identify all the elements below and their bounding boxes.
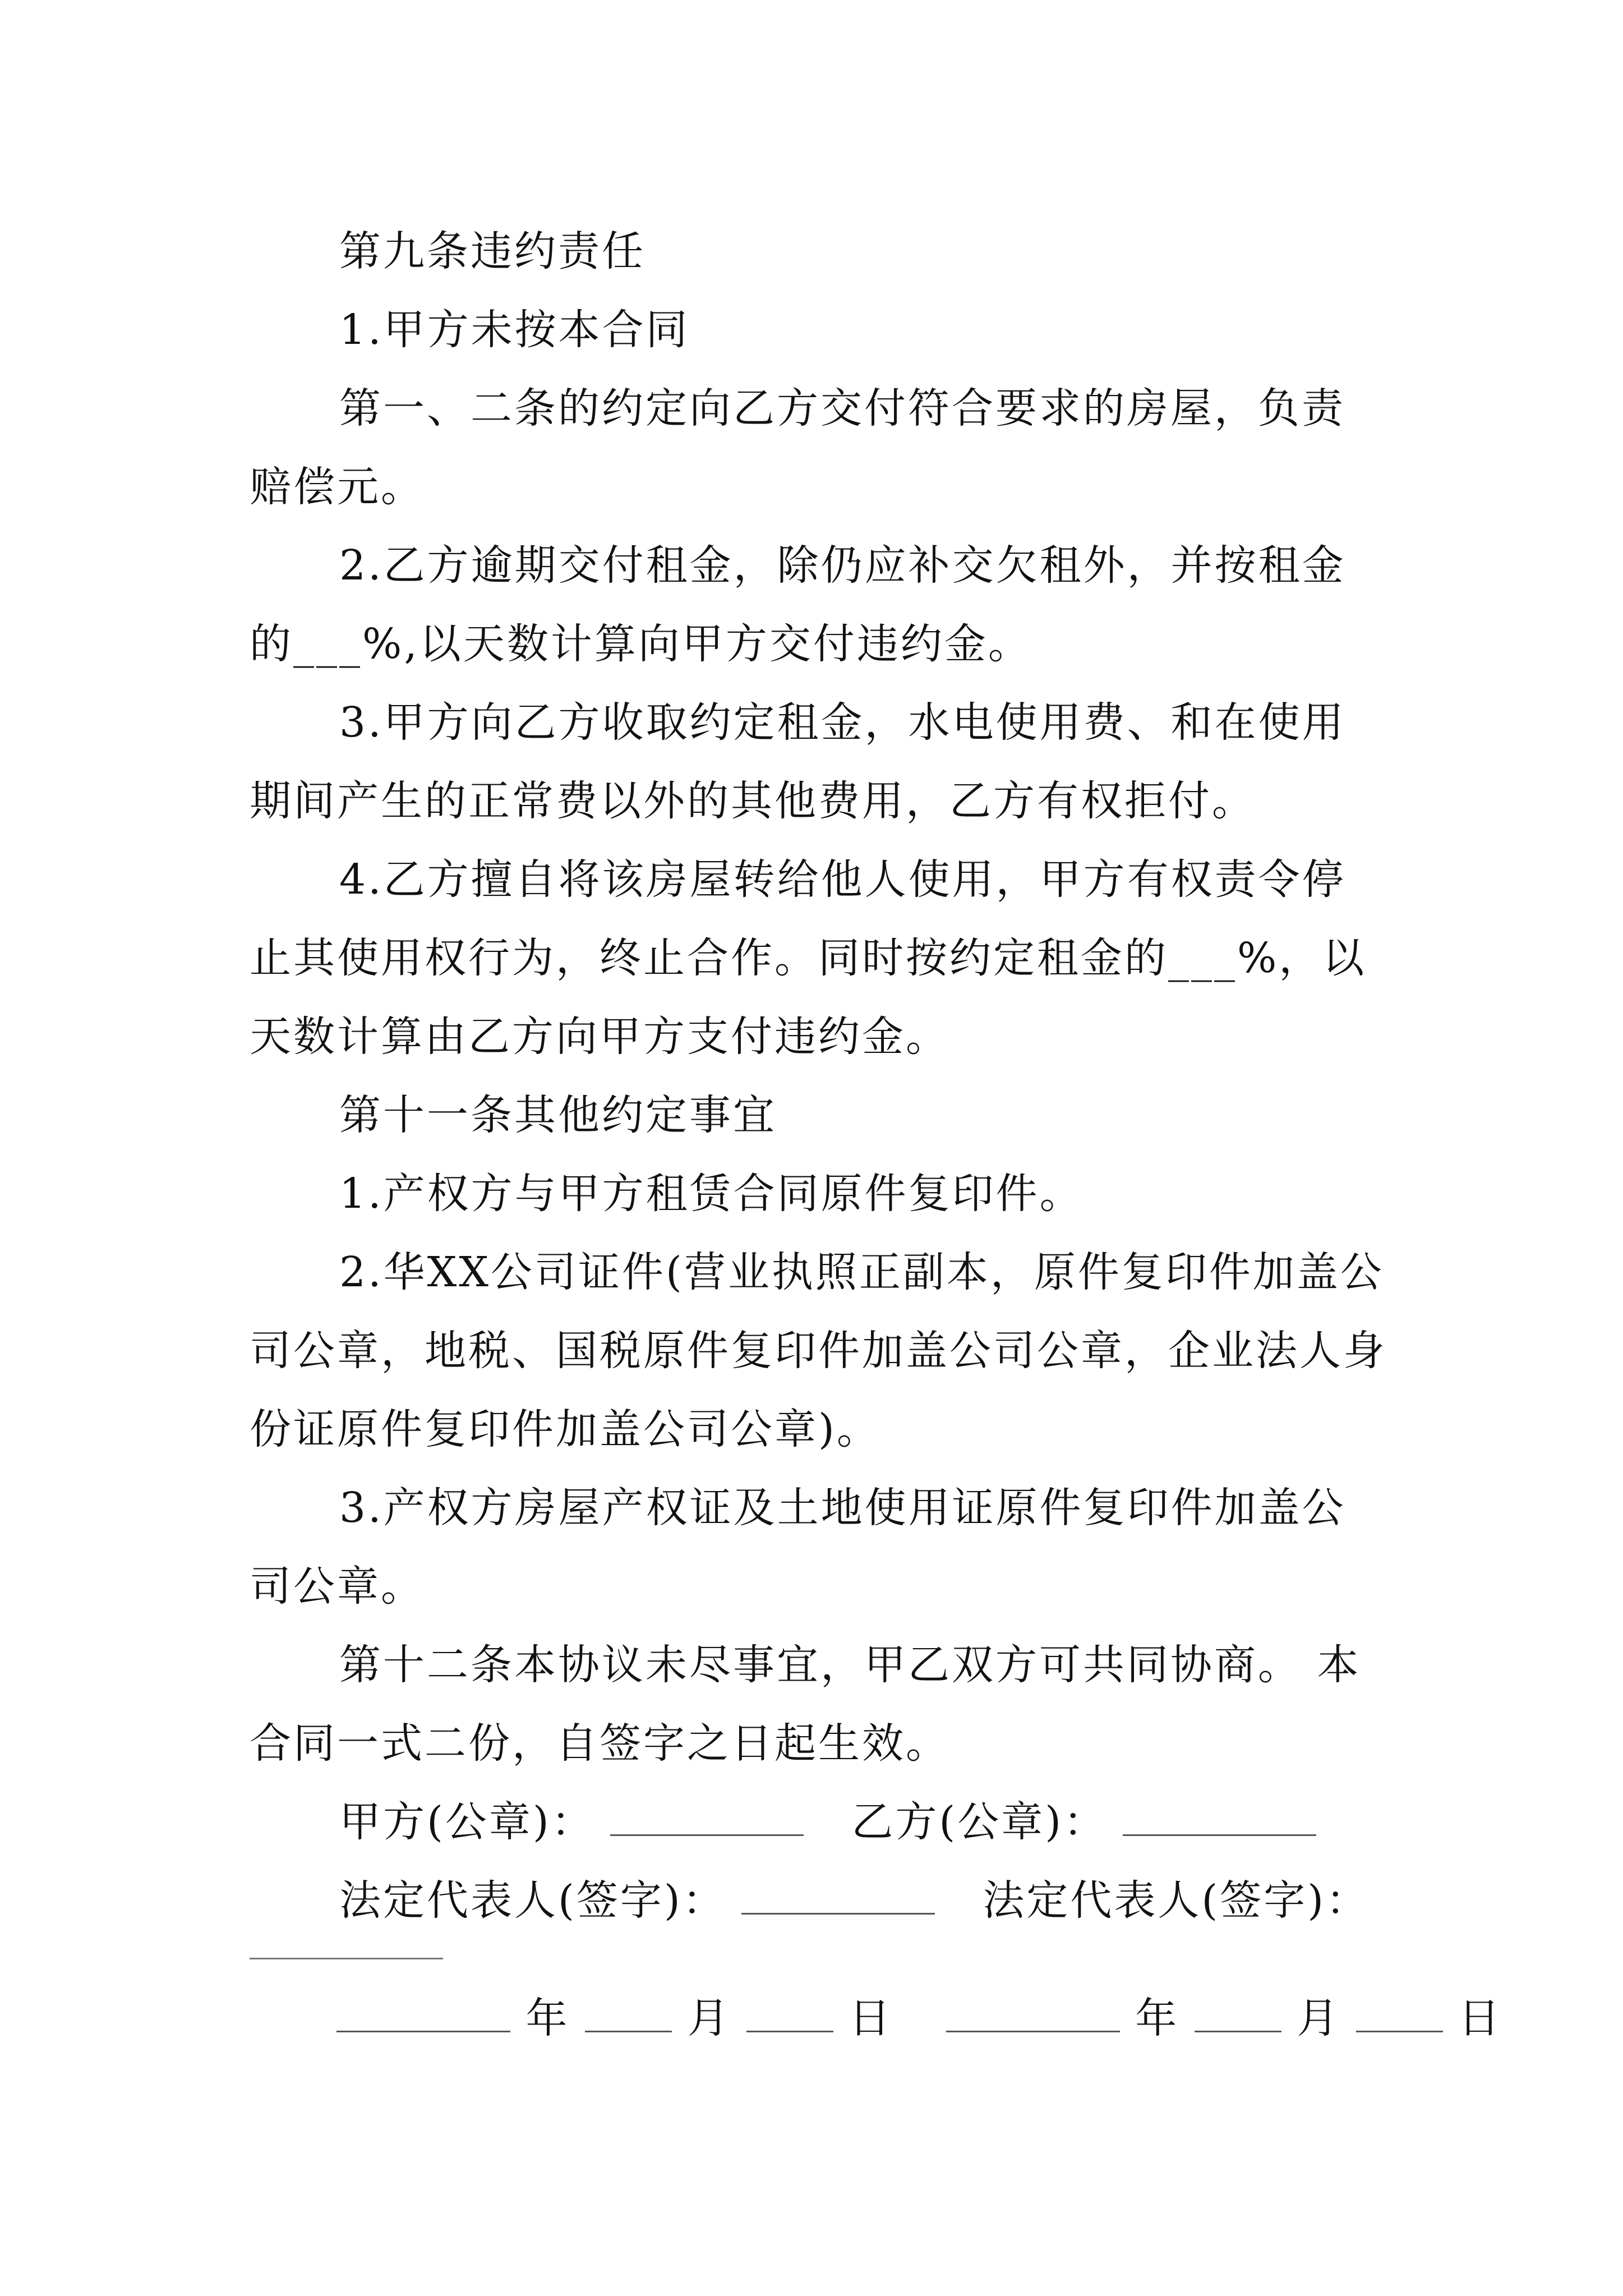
date-a-day-blank [746,1991,833,2032]
date-a-day: 日 [849,1994,893,2042]
party-b-seal-blank [1123,1795,1316,1836]
party-a-rep-label: 法定代表人(签字)： [339,1876,726,1925]
date-line [336,1979,1502,2058]
date-b-month: 月 [1297,1994,1341,2042]
article-9-item-1-continued: 第一、二条的约定向乙方交付符合要求的房屋，负责赔偿元。 [250,384,1345,511]
seal-line [339,1783,1316,1861]
article-9-item-1: 1.甲方未按本合同 [339,306,690,354]
article-11-title: 第十一条其他约定事宜 [339,1091,777,1139]
date-a-month: 月 [687,1994,731,2042]
date-b-year: 年 [1135,1994,1179,2042]
date-b-year-blank [946,1991,1120,2032]
date-b-day-blank [1356,1991,1443,2032]
article-11-item-2: 2.华XX公司证件(营业执照正副本，原件复印件加盖公司公章，地税、国税原件复印件加盖公司公章，企业法人身份证原件复印件加盖公司公章)。 [250,1248,1387,1453]
party-a-rep-blank [741,1874,935,1915]
party-b-rep-blank [250,1958,443,1959]
article-9-item-3: 3.甲方向乙方收取约定租金，水电使用费、和在使用期间产生的正常费以外的其他费用，乙方有权拒付。 [250,698,1346,825]
article-11-item-1: 1.产权方与甲方租赁合同原件复印件。 [339,1170,1083,1218]
date-b-day: 日 [1458,1994,1502,2042]
party-a-seal-blank [610,1795,804,1836]
party-b-rep-label: 法定代表人(签字)： [983,1876,1370,1925]
article-9-item-2: 2.乙方逾期交付租金，除仍应补交欠租外，并按租金的___%,以天数计算向甲方交付违约金。 [250,541,1346,668]
date-a-year-blank [336,1991,510,2032]
representative-line [339,1861,1370,1940]
party-b-seal-label: 乙方(公章)： [851,1798,1108,1846]
article-9-item-4: 4.乙方擅自将该房屋转给他人使用，甲方有权责令停止其使用权行为，终止合作。同时按约定租金的___%，以天数计算由乙方向甲方支付违约金。 [250,855,1367,1061]
article-9-title: 第九条违约责任 [339,227,645,275]
article-11-item-3: 3.产权方房屋产权证及土地使用证原件复印件加盖公司公章。 [250,1484,1346,1611]
article-12: 第十二条本协议未尽事宜，甲乙双方可共同协商。 本合同一式二份，自签字之日起生效。 [250,1641,1361,1768]
date-b-month-blank [1195,1991,1281,2032]
date-a-year: 年 [525,1994,570,2042]
date-a-month-blank [585,1991,672,2032]
party-a-seal-label: 甲方(公章)： [339,1798,595,1846]
